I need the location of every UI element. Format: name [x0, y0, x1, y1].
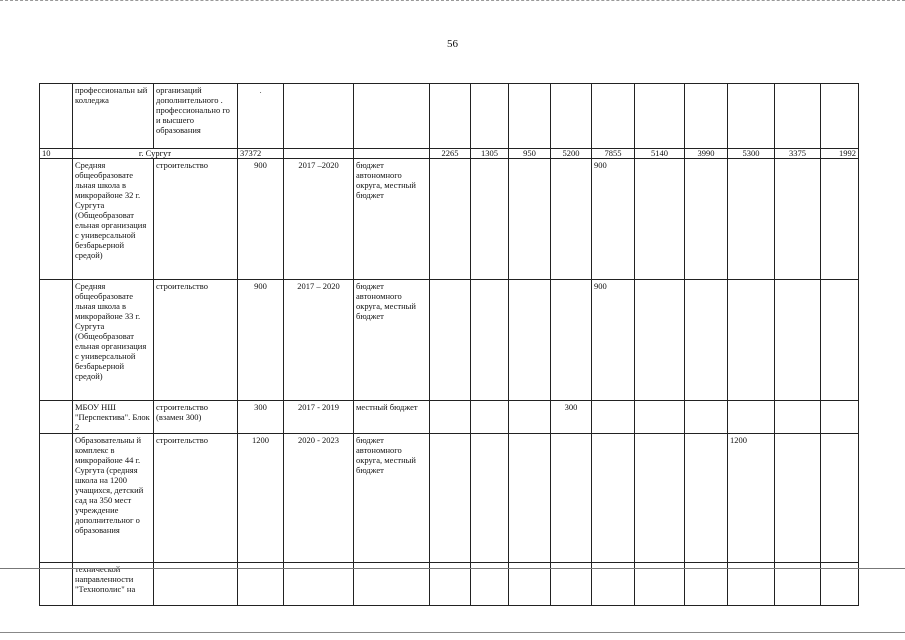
- scan-bottom-edge: [0, 632, 905, 633]
- year-value: [430, 401, 471, 434]
- year-value: [685, 159, 728, 280]
- table-row: [40, 280, 859, 401]
- funding-source: бюджет автономного округа, местный бюджет: [354, 280, 430, 401]
- year-value: [551, 84, 592, 149]
- year-value: 2265: [430, 149, 471, 159]
- year-value: [430, 280, 471, 401]
- year-value: 1305: [471, 149, 509, 159]
- row-number: [40, 159, 73, 280]
- year-value: [471, 280, 509, 401]
- year-value: 5140: [635, 149, 685, 159]
- year-value: [775, 401, 821, 434]
- year-value: [821, 434, 859, 563]
- year-value: [430, 434, 471, 563]
- year-value: [635, 401, 685, 434]
- year-value: [471, 84, 509, 149]
- year-value: [775, 434, 821, 563]
- year-value: 1992: [821, 149, 859, 159]
- construction-table: [39, 83, 859, 606]
- year-value: 300: [551, 401, 592, 434]
- year-value: [509, 159, 551, 280]
- table-row: [40, 149, 859, 159]
- table-row: [40, 401, 859, 434]
- work-type: строительство (взамен 300): [154, 401, 238, 434]
- year-value: [728, 159, 775, 280]
- object-name: Средняя общеобразовате льная школа в микрорайоне 32 г. Сургута (Общеобразоват ельная организация с универсальной безбарьерной средой): [73, 159, 154, 280]
- funding-source: бюджет автономного округа, местный бюджет: [354, 434, 430, 563]
- period: 2017 –2020: [284, 159, 354, 280]
- row-number: [40, 280, 73, 401]
- year-value: [685, 280, 728, 401]
- year-value: [551, 434, 592, 563]
- year-value: [635, 84, 685, 149]
- year-value: [775, 159, 821, 280]
- year-value: [509, 434, 551, 563]
- period: [284, 84, 354, 149]
- year-value: [821, 84, 859, 149]
- scan-top-edge: [0, 0, 905, 1]
- object-name: МБОУ НШ "Перспектива". Блок 2: [73, 401, 154, 434]
- table-row: [40, 84, 859, 149]
- year-value: 950: [509, 149, 551, 159]
- year-value: 5300: [728, 149, 775, 159]
- capacity: 900: [238, 280, 284, 401]
- municipality-name: г. Сургут: [73, 149, 238, 159]
- object-name: профессиональн ый колледжа: [73, 84, 154, 149]
- year-value: [592, 434, 635, 563]
- year-value: 3990: [685, 149, 728, 159]
- table-row: [40, 434, 859, 563]
- year-value: 900: [592, 280, 635, 401]
- year-value: [635, 159, 685, 280]
- scan-fold-line: [0, 568, 905, 569]
- table-row: [40, 159, 859, 280]
- year-value: 7855: [592, 149, 635, 159]
- work-type: организаций дополнительного . профессионально го и высшего образования: [154, 84, 238, 149]
- row-number: [40, 84, 73, 149]
- year-value: [592, 84, 635, 149]
- funding-source: бюджет автономного округа, местный бюджет: [354, 159, 430, 280]
- year-value: [685, 84, 728, 149]
- year-value: 1200: [728, 434, 775, 563]
- period: [284, 149, 354, 159]
- year-value: [509, 84, 551, 149]
- year-value: [685, 434, 728, 563]
- year-value: [509, 280, 551, 401]
- capacity: 37372: [238, 149, 284, 159]
- year-value: [635, 434, 685, 563]
- year-value: [551, 280, 592, 401]
- year-value: [635, 280, 685, 401]
- capacity: .: [238, 84, 284, 149]
- year-value: [728, 280, 775, 401]
- object-name: Образовательны й комплекс в микрорайоне 44 г. Сургута (средняя школа на 1200 учащихся, детский сад на 350 мест учреждение дополнительног о образования: [73, 434, 154, 563]
- year-value: [551, 159, 592, 280]
- year-value: [592, 401, 635, 434]
- work-type: строительство: [154, 280, 238, 401]
- period: 2020 - 2023: [284, 434, 354, 563]
- year-value: [821, 280, 859, 401]
- year-value: [685, 401, 728, 434]
- year-value: [775, 84, 821, 149]
- work-type: строительство: [154, 434, 238, 563]
- year-value: [471, 401, 509, 434]
- funding-source: [354, 84, 430, 149]
- row-number: [40, 434, 73, 563]
- object-name: Средняя общеобразовате льная школа в микрорайоне 33 г. Сургута (Общеобразоват ельная организация с универсальной безбарьерной средой): [73, 280, 154, 401]
- capacity: 900: [238, 159, 284, 280]
- period: 2017 - 2019: [284, 401, 354, 434]
- page-number: 56: [447, 38, 458, 50]
- year-value: [728, 84, 775, 149]
- funding-source: местный бюджет: [354, 401, 430, 434]
- year-value: [471, 434, 509, 563]
- year-value: [821, 401, 859, 434]
- year-value: [775, 280, 821, 401]
- object-name: технической направленности "Технополис" на: [73, 563, 154, 606]
- capacity: 300: [238, 401, 284, 434]
- funding-source: [354, 149, 430, 159]
- capacity: 1200: [238, 434, 284, 563]
- year-value: [509, 401, 551, 434]
- year-value: [430, 84, 471, 149]
- year-value: 3375: [775, 149, 821, 159]
- year-value: 5200: [551, 149, 592, 159]
- year-value: [430, 159, 471, 280]
- year-value: [728, 401, 775, 434]
- year-value: [471, 159, 509, 280]
- row-number: 10: [40, 149, 73, 159]
- period: 2017 – 2020: [284, 280, 354, 401]
- year-value: 900: [592, 159, 635, 280]
- year-value: [821, 159, 859, 280]
- work-type: строительство: [154, 159, 238, 280]
- row-number: [40, 401, 73, 434]
